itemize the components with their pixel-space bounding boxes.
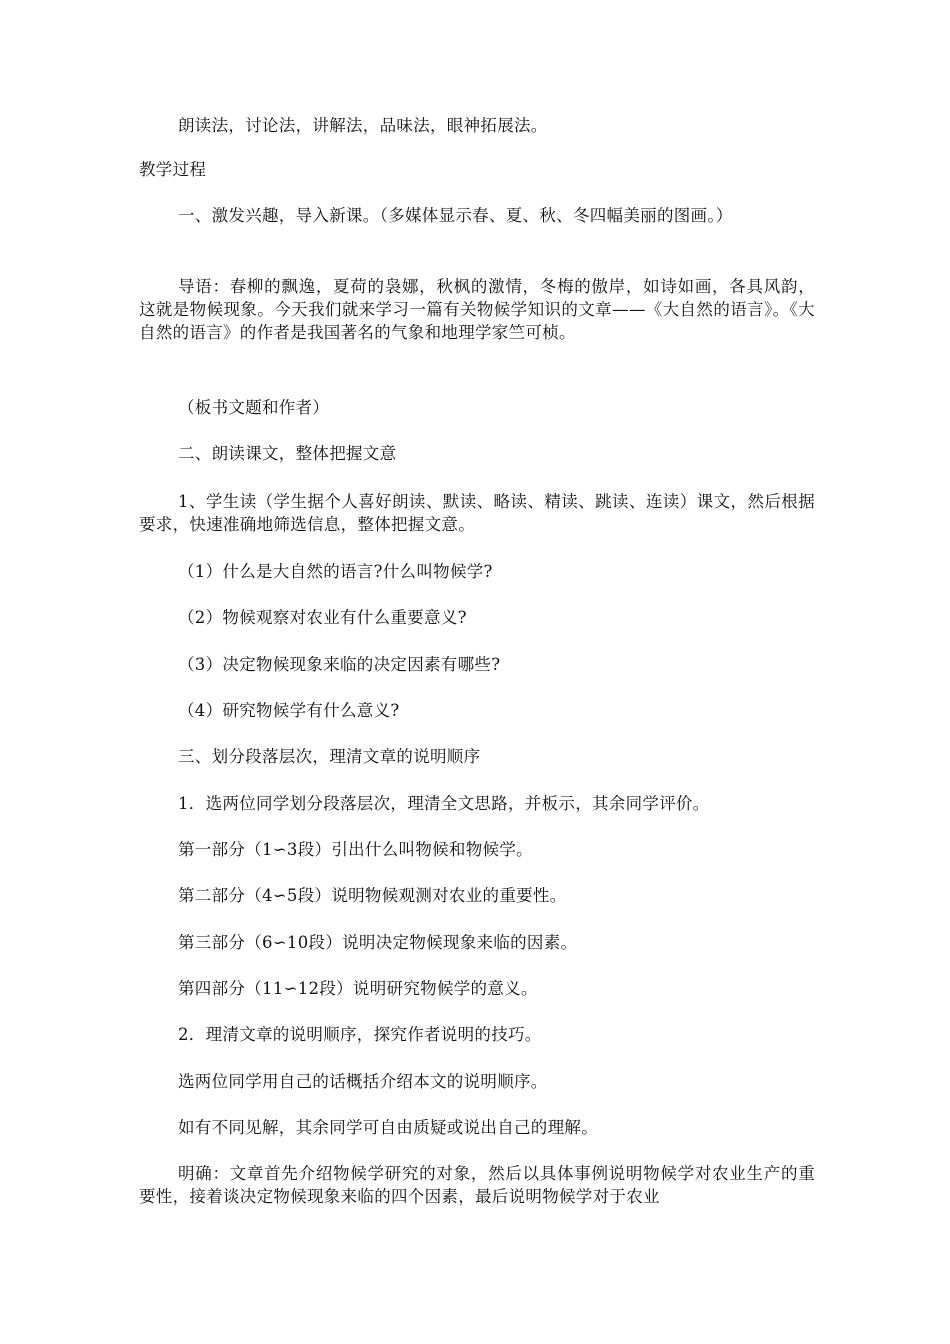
question-item-1: （1）什么是大自然的语言?什么叫物候学? — [178, 562, 493, 581]
paragraph-section-2: 二、朗读课文，整体把握文意 — [178, 444, 397, 463]
question-item-4: （4）研究物候学有什么意义? — [178, 701, 400, 720]
paragraph-step-1: 1．选两位同学划分段落层次，理清全文思路，并板示，其余同学评价。 — [178, 794, 710, 813]
paragraph-teaching-methods: 朗读法，讨论法，讲解法，品味法，眼神拓展法。 — [178, 116, 548, 135]
paragraph-intro-speech: 导语：春柳的飘逸，夏荷的袅娜，秋枫的激情，冬梅的傲岸，如诗如画，各具风韵，这就是物候现象。今天我们就来学习一篇有关物候学知识的文章——《大自然的语言》。《大自然的语言》的作者是我国著名的气象和地理学家竺可桢。 — [139, 277, 815, 342]
paragraph-board-note: （板书文题和作者） — [178, 398, 330, 417]
heading-teaching-process: 教学过程 — [139, 160, 207, 179]
paragraph-summary-task: 选两位同学用自己的话概括介绍本文的说明顺序。 — [178, 1072, 548, 1091]
paragraph-discussion: 如有不同见解，其余同学可自由质疑或说出自己的理解。 — [178, 1118, 598, 1137]
paragraph-clarification: 明确：文章首先介绍物候学研究的对象，然后以具体事例说明物候学对农业生产的重要性，接着谈决定物候现象来临的四个因素，最后说明物候学对于农业 — [139, 1164, 815, 1206]
paragraph-student-reading: 1、学生读（学生据个人喜好朗读、默读、略读、精读、跳读、连读）课文，然后根据要求，快速准确地筛选信息，整体把握文意。 — [139, 492, 815, 534]
paragraph-section-3: 三、划分段落层次，理清文章的说明顺序 — [178, 747, 481, 766]
paragraph-step-2: 2．理清文章的说明顺序，探究作者说明的技巧。 — [178, 1025, 542, 1044]
paragraph-part-1: 第一部分（1∽3段）引出什么叫物候和物候学。 — [178, 840, 533, 859]
paragraph-section-1: 一、激发兴趣，导入新课。（多媒体显示春、夏、秋、冬四幅美丽的图画。） — [178, 206, 733, 225]
paragraph-part-2: 第二部分（4∽5段）说明物候观测对农业的重要性。 — [178, 886, 567, 905]
paragraph-part-3: 第三部分（6∽10段）说明决定物候现象来临的因素。 — [178, 933, 578, 952]
paragraph-part-4: 第四部分（11∽12段）说明研究物候学的意义。 — [178, 979, 538, 998]
question-item-2: （2）物候观察对农业有什么重要意义? — [178, 608, 467, 627]
question-item-3: （3）决定物候现象来临的决定因素有哪些? — [178, 655, 501, 674]
